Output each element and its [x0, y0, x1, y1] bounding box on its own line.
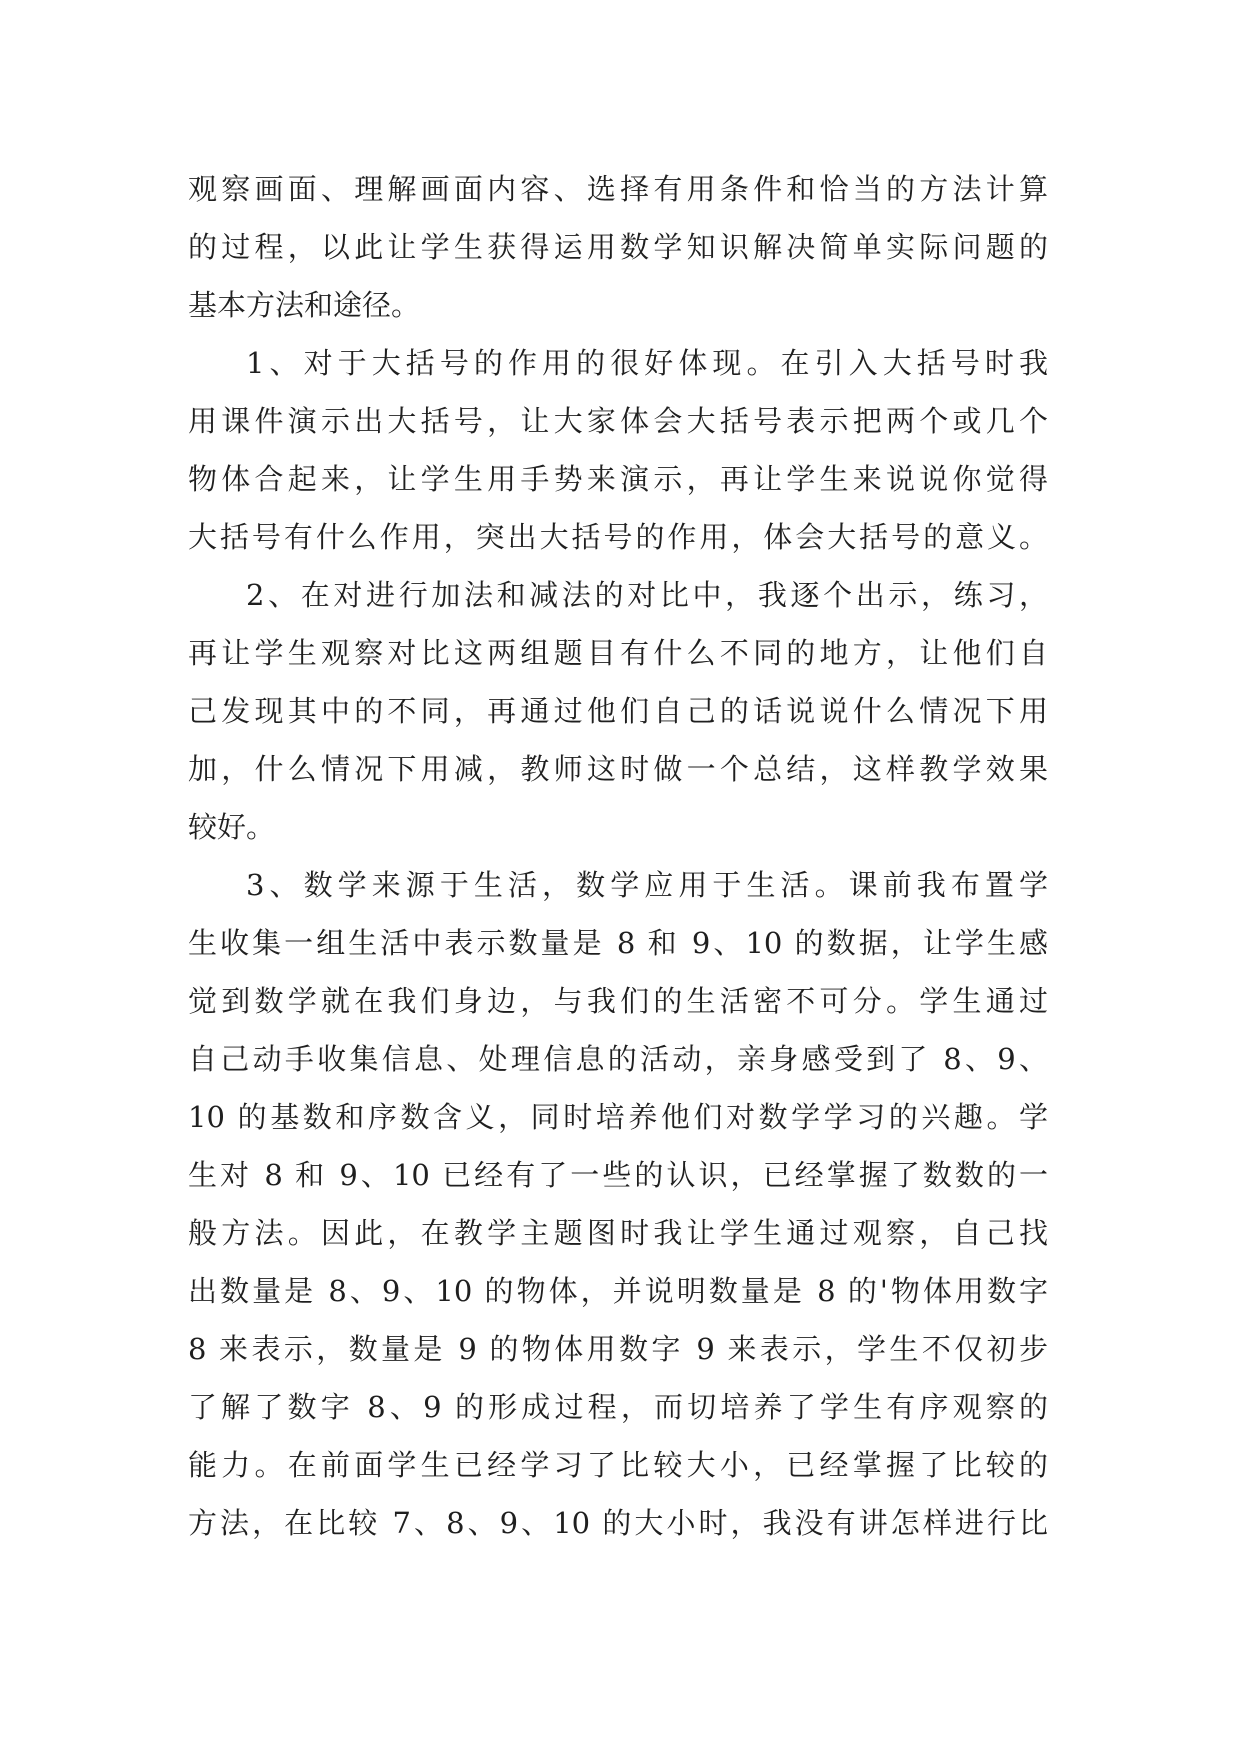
text-line: 出数量是 8、9、10 的物体，并说明数量是 8 的'物体用数字: [188, 1274, 1048, 1308]
text-line: 8 来表示，数量是 9 的物体用数字 9 来表示，学生不仅初步: [188, 1332, 1048, 1366]
text-line: 生对 8 和 9、10 已经有了一些的认识，已经掌握了数数的一: [188, 1158, 1048, 1192]
text-line: 基本方法和途径。: [188, 288, 421, 322]
text-line: 10 的基数和序数含义，同时培养他们对数学学习的兴趣。学: [188, 1100, 1048, 1134]
text-line: 观察画面、理解画面内容、选择有用条件和恰当的方法计算: [188, 172, 1048, 206]
text-line: 用课件演示出大括号，让大家体会大括号表示把两个或几个: [188, 404, 1048, 438]
text-line: 物体合起来，让学生用手势来演示，再让学生来说说你觉得: [188, 462, 1048, 496]
text-line: 生收集一组生活中表示数量是 8 和 9、10 的数据，让学生感: [188, 926, 1048, 960]
text-line: 能力。在前面学生已经学习了比较大小，已经掌握了比较的: [188, 1448, 1048, 1482]
text-line: 1、对于大括号的作用的很好体现。在引入大括号时我: [246, 346, 1048, 380]
text-line: 己发现其中的不同，再通过他们自己的话说说什么情况下用: [188, 694, 1048, 728]
text-line: 加，什么情况下用减，教师这时做一个总结，这样教学效果: [188, 752, 1048, 786]
text-line: 较好。: [188, 810, 276, 844]
text-line: 大括号有什么作用，突出大括号的作用，体会大括号的意义。: [188, 520, 1048, 554]
text-line: 自己动手收集信息、处理信息的活动，亲身感受到了 8、9、: [188, 1042, 1048, 1076]
text-line: 方法，在比较 7、8、9、10 的大小时，我没有讲怎样进行比: [188, 1506, 1048, 1540]
text-line: 2、在对进行加法和减法的对比中，我逐个出示，练习，: [246, 578, 1048, 612]
body-text: [188, 160, 1048, 1552]
text-line: 的过程，以此让学生获得运用数学知识解决简单实际问题的: [188, 230, 1048, 264]
text-line: 觉到数学就在我们身边，与我们的生活密不可分。学生通过: [188, 984, 1048, 1018]
text-line: 般方法。因此，在教学主题图时我让学生通过观察，自己找: [188, 1216, 1048, 1250]
text-line: 了解了数字 8、9 的形成过程，而切培养了学生有序观察的: [188, 1390, 1048, 1424]
text-line: 3、数学来源于生活，数学应用于生活。课前我布置学: [246, 868, 1048, 902]
text-line: 再让学生观察对比这两组题目有什么不同的地方，让他们自: [188, 636, 1048, 670]
